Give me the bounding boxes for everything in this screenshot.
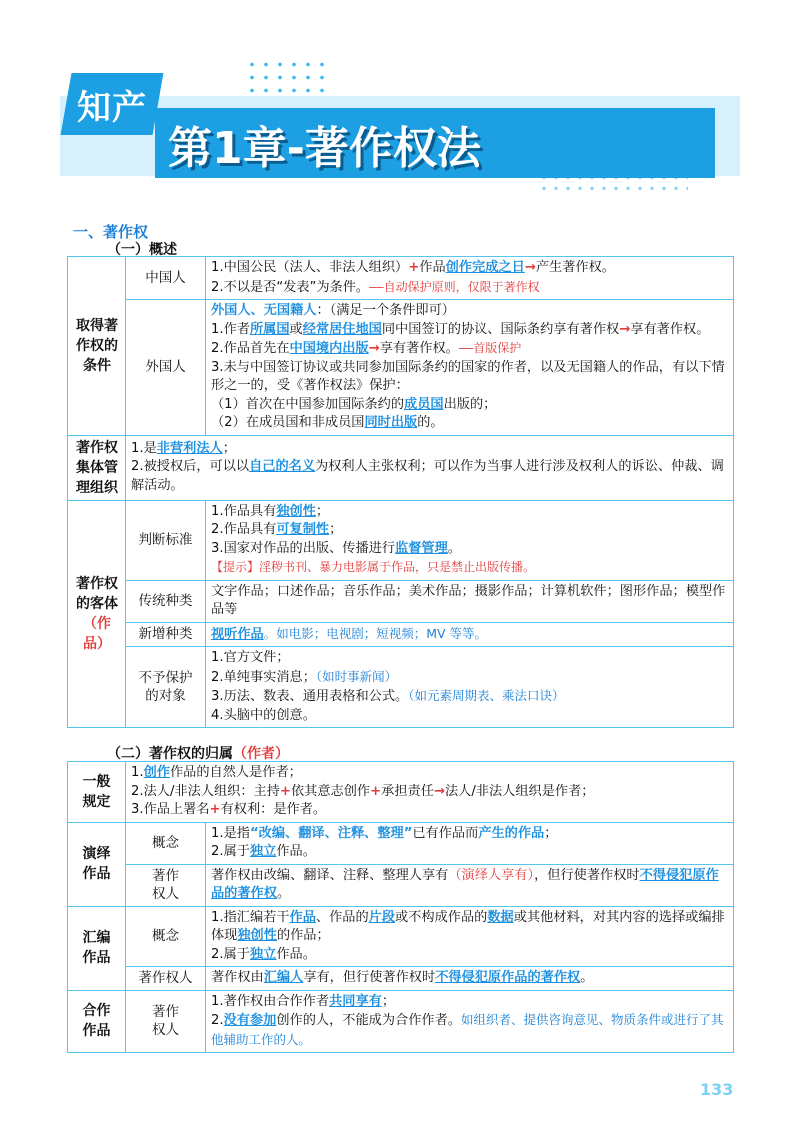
cell-chinese: 1.中国公民（法人、非法人组织）+作品创作完成之日→产生著作权。 2.不以是否“发表”为条件。——自动保护原则，仅限于著作权 bbox=[206, 257, 734, 300]
row-header-acquire: 取得著作权的条件 bbox=[68, 257, 126, 436]
subheader-concept: 概念 bbox=[126, 906, 206, 967]
subsection-ownership: （二）著作权的归属（作者） bbox=[107, 746, 289, 762]
table-row bbox=[68, 300, 734, 436]
cell-compilation-owner: 著作权由汇编人享有，但行使著作权时不得侵犯原作品的著作权。 bbox=[206, 967, 734, 991]
overview-table bbox=[67, 256, 734, 728]
cell-joint: 1.著作权由合作作者共同享有； 2.没有参加创作的人，不能成为合作作者。如组织者、提供咨询意见、物质条件或进行了其他辅助工作的人。 bbox=[206, 990, 734, 1053]
subheader-chinese: 中国人 bbox=[126, 257, 206, 300]
section-heading: 一、著作权 bbox=[73, 223, 149, 241]
ownership-table bbox=[67, 761, 734, 1053]
cell-new: 视听作品。如电影；电视剧；短视频；MV 等等。 bbox=[206, 622, 734, 647]
table-row bbox=[68, 435, 734, 500]
subheader-owner3: 著作权人 bbox=[126, 990, 206, 1053]
cell-general: 1.创作作品的自然人是作者； 2.法人/非法人组织：主持+依其意志创作+承担责任→法人/非法人组织是作者； 3.作品上署名+有权利：是作者。 bbox=[126, 762, 734, 823]
cell-judge: 1.作品具有独创性； 2.作品具有可复制性； 3.国家对作品的出版、传播进行监督管理。 【提示】淫秽书刊、暴力电影属于作品，只是禁止出版传播。 bbox=[206, 500, 734, 580]
subheader-owner: 著作权人 bbox=[126, 864, 206, 906]
cell-derivative-owner: 著作权由改编、翻译、注释、整理人享有（演绎人享有），但行使著作权时不得侵犯原作品的著作权。 bbox=[206, 864, 734, 906]
row-header-compilation: 汇编作品 bbox=[68, 906, 126, 990]
row-header-object: 著作权的客体 （作品） bbox=[68, 500, 126, 728]
subject-tag: 知产 bbox=[77, 88, 147, 128]
cell-no-protection: 1.官方文件； 2.单纯事实消息；（如时事新闻） 3.历法、数表、通用表格和公式。（如元素周期表、乘法口诀） 4.头脑中的创意。 bbox=[206, 647, 734, 728]
row-header-derivative: 演绎作品 bbox=[68, 822, 126, 906]
row-header-joint: 合作作品 bbox=[68, 990, 126, 1053]
table-row bbox=[68, 580, 734, 622]
row-header-general: 一般规定 bbox=[68, 762, 126, 823]
table-row bbox=[68, 864, 734, 906]
cell-org: 1.是非营利法人； 2.被授权后，可以以自己的名义为权利人主张权利；可以作为当事人进行涉及权利人的诉讼、仲裁、调解活动。 bbox=[126, 435, 734, 500]
cell-foreign: 外国人、无国籍人：（满足一个条件即可） 1.作者所属国或经常居住地国同中国签订的协议、国际条约享有著作权→享有著作权。 2.作品首先在中国境内出版→享有著作权。——首版保护 3.未与中国签订协议或共同参加国际条约的国家的作者，以及无国籍人的作品，有以下情形之一的，受《著作权法》保护： （1）首次在中国参加国际条约的成员国出版的； （2）在成员国和非成员国同时出版的。 bbox=[206, 300, 734, 436]
subheader-judge: 判断标准 bbox=[126, 500, 206, 580]
subheader-traditional: 传统种类 bbox=[126, 580, 206, 622]
table-row bbox=[68, 967, 734, 991]
chapter-title: 第1章-著作权法 bbox=[168, 123, 481, 174]
subheader-owner2: 著作权人 bbox=[126, 967, 206, 991]
cell-compilation-concept: 1.指汇编若干作品、作品的片段或不构成作品的数据或其他材料，对其内容的选择或编排体现独创性的作品； 2.属于独立作品。 bbox=[206, 906, 734, 967]
page-number: 133 bbox=[700, 1080, 734, 1099]
subsection-overview: （一）概述 bbox=[107, 242, 177, 258]
table-row bbox=[68, 762, 734, 823]
subheader-no-protection: 不予保护的对象 bbox=[126, 647, 206, 728]
subheader-foreign: 外国人 bbox=[126, 300, 206, 436]
cell-traditional: 文字作品；口述作品；音乐作品；美术作品；摄影作品；计算机软件；图形作品；模型作品等 bbox=[206, 580, 734, 622]
subheader-new: 新增种类 bbox=[126, 622, 206, 647]
table-row bbox=[68, 990, 734, 1053]
table-row bbox=[68, 906, 734, 967]
table-row bbox=[68, 822, 734, 864]
table-row bbox=[68, 622, 734, 647]
subheader-concept: 概念 bbox=[126, 822, 206, 864]
table-row bbox=[68, 647, 734, 728]
table-row bbox=[68, 257, 734, 300]
row-header-org: 著作权集体管理组织 bbox=[68, 435, 126, 500]
table-row bbox=[68, 500, 734, 580]
cell-derivative-concept: 1.是指“改编、翻译、注释、整理”已有作品而产生的作品； 2.属于独立作品。 bbox=[206, 822, 734, 864]
